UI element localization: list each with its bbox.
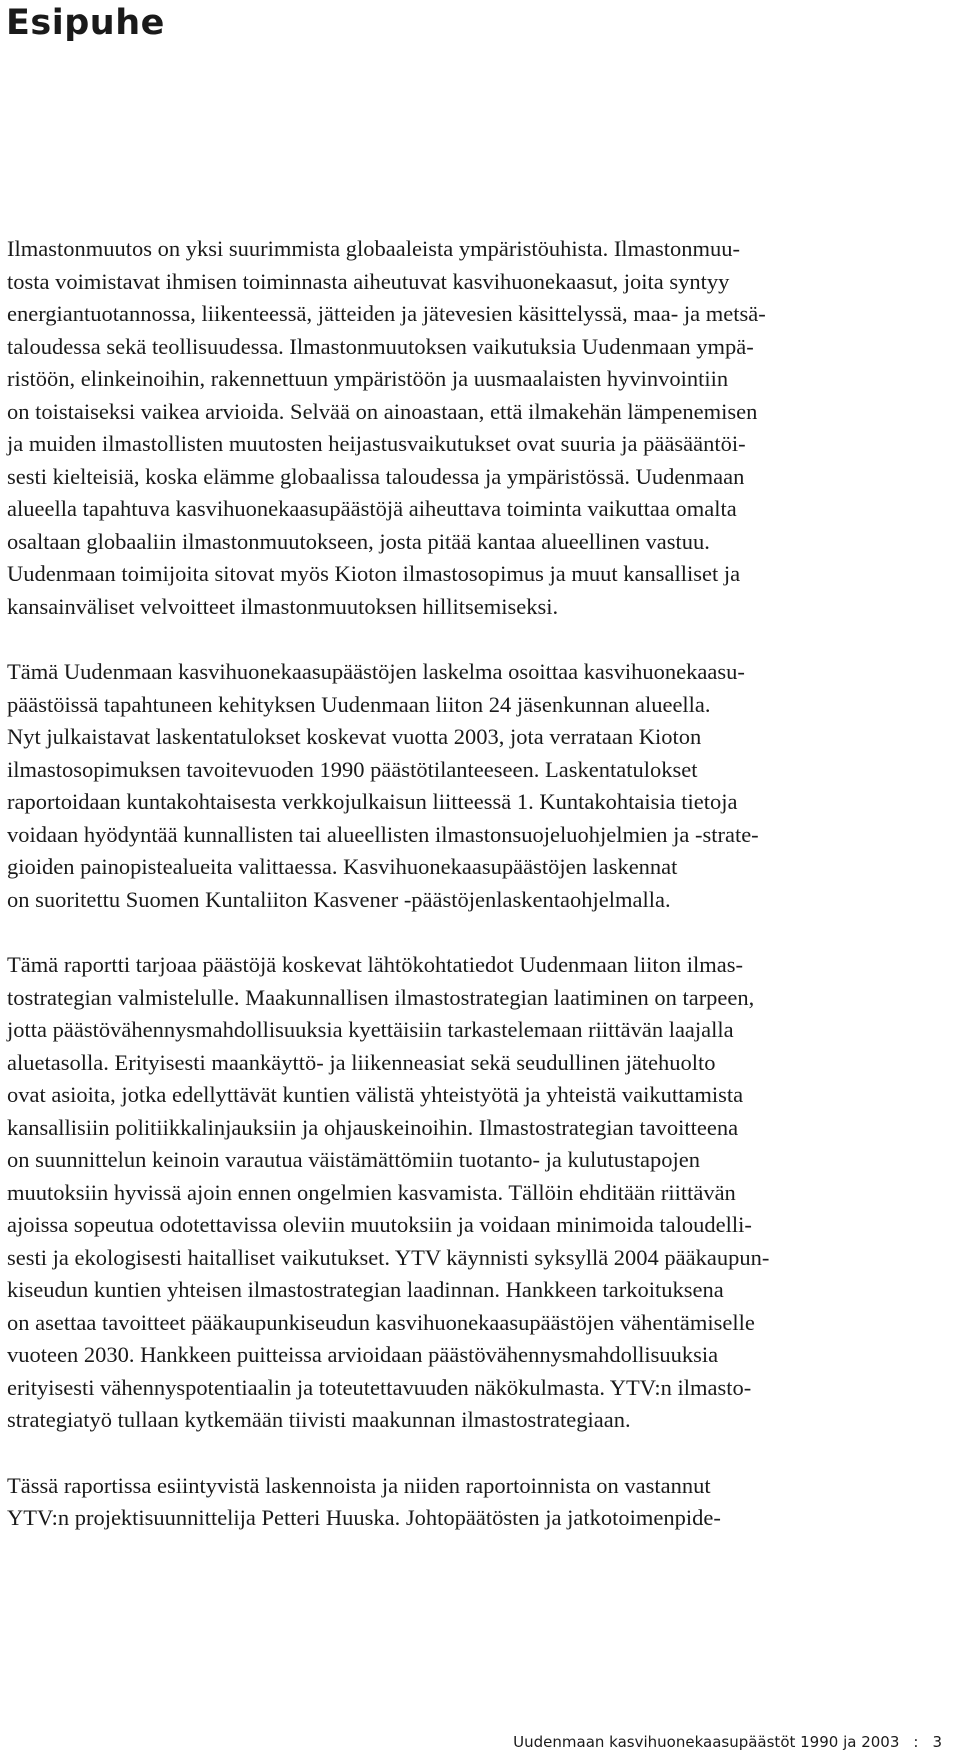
text-line: Tässä raportissa esiintyvistä laskennoista ja niiden raportoinnista on vastannut <box>7 1472 711 1498</box>
text-line: Tämä Uudenmaan kasvihuonekaasupäästöjen laskelma osoittaa kasvihuonekaasu- <box>7 659 745 684</box>
text-line: Ilmastonmuutos on yksi suurimmista globaaleista ympäristöuhista. Ilmastonmuu- <box>7 236 741 261</box>
text-line: Tämä raportti tarjoaa päästöjä koskevat lähtökohtatiedot Uudenmaan liiton ilmas- <box>7 952 744 977</box>
page-number: 3 <box>932 1733 942 1751</box>
text-line: sesti ja ekologisesti haitalliset vaikutukset. YTV käynnisti syksyllä 2004 pääkaupun- <box>7 1244 770 1270</box>
text-line: strategiatyö tullaan kytkemään tiivisti maakunnan ilmastostrategiaan. <box>7 1407 631 1432</box>
text-line: kansallisiin politiikkalinjauksiin ja ohjauskeinoihin. Ilmastostrategian tavoitteena <box>7 1114 739 1140</box>
text-line: on suoritettu Suomen Kuntaliiton Kasvener -päästöjenlaskentaohjelmalla. <box>7 886 671 912</box>
text-line: YTV:n projektisuunnittelija Petteri Huuska. Johtopäätösten ja jatkotoimenpide- <box>7 1505 721 1530</box>
text-line: ovat asioita, jotka edellyttävät kuntien välistä yhteistyötä ja yhteistä vaikuttamista <box>7 1082 744 1107</box>
text-line: jotta päästövähennysmahdollisuuksia kyettäisiin tarkastelemaan riittävän laajalla <box>7 1017 734 1042</box>
page-title: Esipuhe <box>6 3 165 43</box>
page-footer <box>513 1732 942 1752</box>
text-line: energiantuotannossa, liikenteessä, jätteiden ja jätevesien käsittelyssä, maa- ja metsä- <box>7 301 766 326</box>
text-line: alueella tapahtuva kasvihuonekaasupäästöjä aiheuttava toiminta vaikuttaa omalta <box>7 496 737 521</box>
text-line: kiseudun kuntien yhteisen ilmastostrategian laadinnan. Hankkeen tarkoituksena <box>7 1277 724 1302</box>
text-line: kansainväliset velvoitteet ilmastonmuutoksen hillitsemiseksi. <box>7 593 559 619</box>
text-line: erityisesti vähennyspotentiaalin ja toteutettavuuden näkökulmasta. YTV:n ilmasto- <box>7 1374 752 1400</box>
text-line: voidaan hyödyntää kunnallisten tai alueellisten ilmastonsuojeluohjelmien ja -strate- <box>7 821 759 847</box>
text-line: raportoidaan kuntakohtaisesta verkkojulkaisun liitteessä 1. Kuntakohtaisia tietoja <box>7 789 738 814</box>
text-line: päästöissä tapahtuneen kehityksen Uudenmaan liiton 24 jäsenkunnan alueella. <box>7 691 711 717</box>
paragraph-4 <box>7 1470 957 1535</box>
text-line: osaltaan globaaliin ilmastonmuutokseen, josta pitää kantaa alueellinen vastuu. <box>7 528 710 554</box>
text-line: gioiden painopistealueita valittaessa. Kasvihuonekaasupäästöjen laskennat <box>7 854 678 879</box>
text-line: on asettaa tavoitteet pääkaupunkiseudun kasvihuonekaasupäästöjen vähentämiselle <box>7 1309 755 1335</box>
text-line: taloudessa sekä teollisuudessa. Ilmastonmuutoksen vaikutuksia Uudenmaan ympä- <box>7 333 754 359</box>
paragraph-3 <box>7 949 957 1437</box>
text-line: sesti kielteisiä, koska elämme globaalissa taloudessa ja ympäristössä. Uudenmaan <box>7 463 745 489</box>
text-line: Uudenmaan toimijoita sitovat myös Kioton ilmastosopimus ja muut kansalliset ja <box>7 561 741 586</box>
footer-publication-title: Uudenmaan kasvihuonekaasupäästöt 1990 ja 2003 <box>513 1733 900 1751</box>
text-line: on suunnittelun keinoin varautua väistämättömiin tuotanto- ja kulutustapojen <box>7 1147 700 1172</box>
text-line: Nyt julkaistavat laskentatulokset koskevat vuotta 2003, jota verrataan Kioton <box>7 724 702 749</box>
text-line: ja muiden ilmastollisten muutosten heijastusvaikutukset ovat suuria ja pääsääntöi- <box>7 431 746 456</box>
text-line: aluetasolla. Erityisesti maankäyttö- ja liikenneasiat sekä seudullinen jätehuolto <box>7 1049 716 1075</box>
footer-separator: : <box>913 1733 919 1751</box>
text-line: ristöön, elinkeinoihin, rakennettuun ympäristöön ja uusmaalaisten hyvinvointiin <box>7 366 729 391</box>
paragraph-2 <box>7 656 957 916</box>
body-text <box>7 233 957 1568</box>
text-line: on toistaiseksi vaikea arvioida. Selvää on ainoastaan, että ilmakehän lämpenemisen <box>7 398 758 424</box>
text-line: tostrategian valmistelulle. Maakunnallisen ilmastostrategian laatiminen on tarpeen, <box>7 984 755 1010</box>
text-line: ajoissa sopeutua odotettavissa oleviin muutoksiin ja voidaan minimoida taloudelli- <box>7 1212 752 1237</box>
text-line: tosta voimistavat ihmisen toiminnasta aiheutuvat kasvihuonekaasut, joita syntyy <box>7 268 730 294</box>
paragraph-1 <box>7 233 957 623</box>
text-line: ilmastosopimuksen tavoitevuoden 1990 päästötilanteeseen. Laskentatulokset <box>7 756 698 782</box>
text-line: muutoksiin hyvissä ajoin ennen ongelmien kasvamista. Tällöin ehditään riittävän <box>7 1179 736 1205</box>
text-line: vuoteen 2030. Hankkeen puitteissa arvioidaan päästövähennysmahdollisuuksia <box>7 1342 719 1367</box>
